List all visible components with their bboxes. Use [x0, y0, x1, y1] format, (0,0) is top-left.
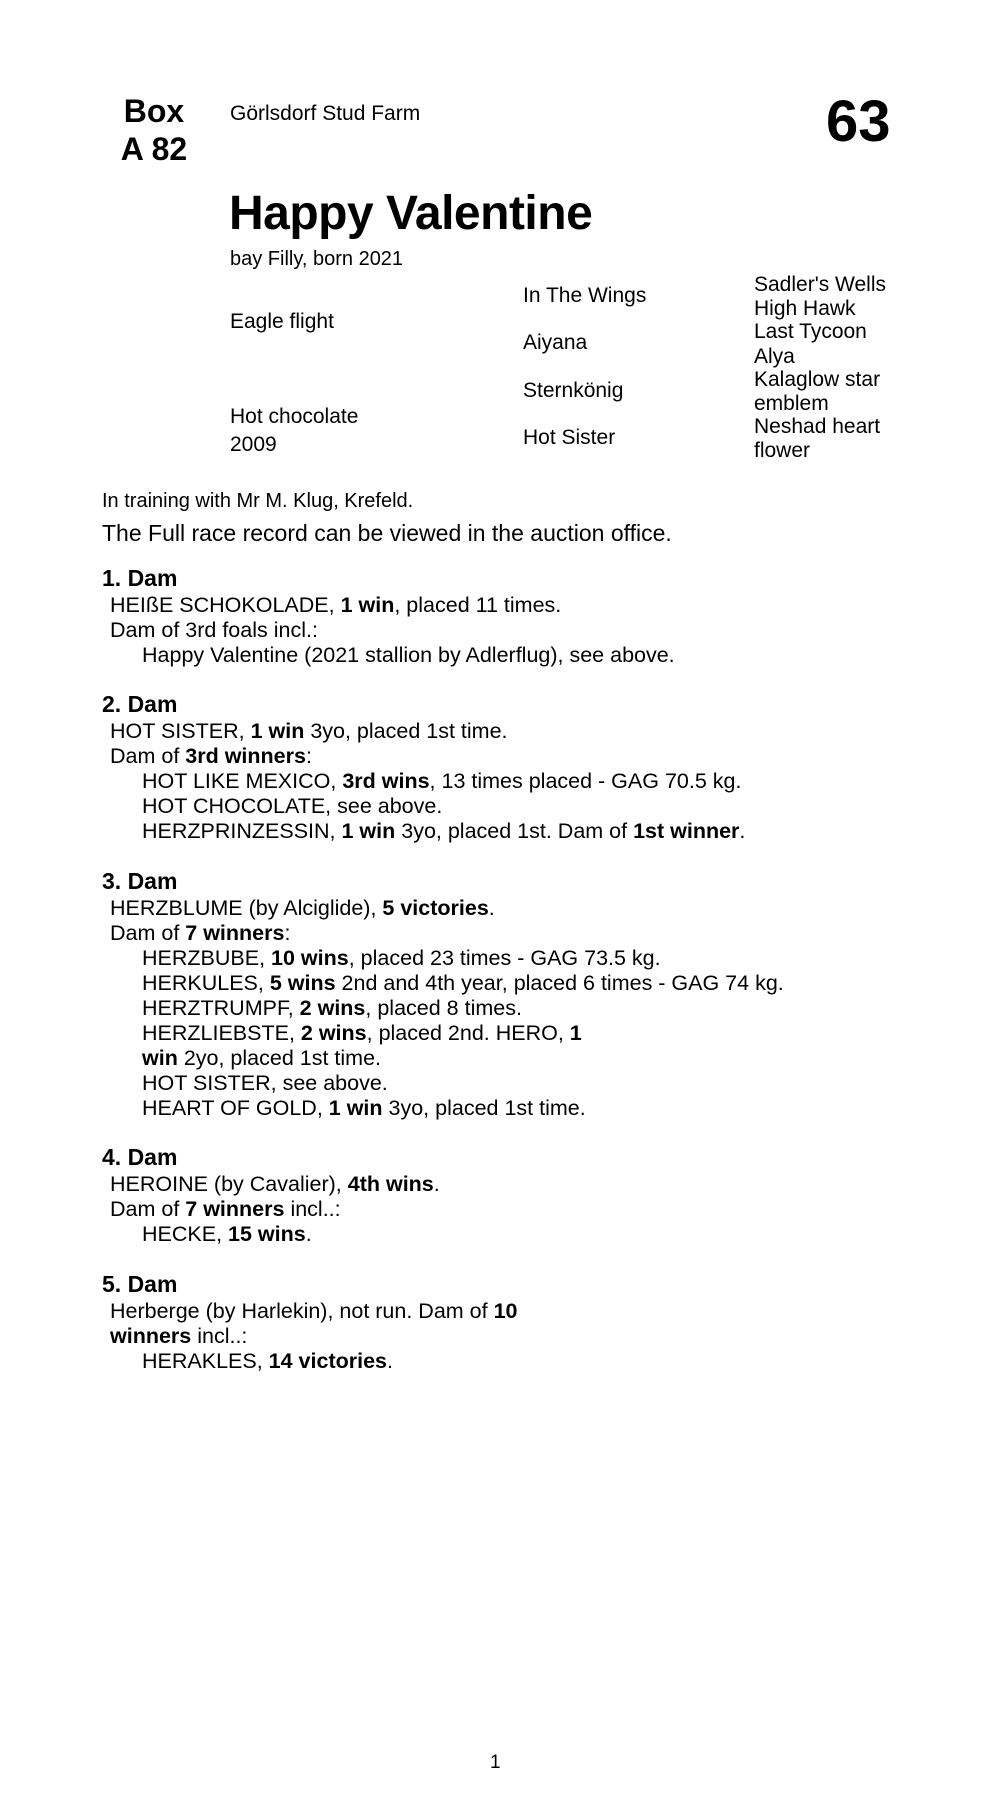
pedigree-dam-dam: Hot Sister [523, 426, 616, 449]
pedigree-gg-7: Neshad heart [754, 415, 881, 438]
dam-section-1 [102, 566, 675, 668]
pedigree-sire-dam: Aiyana [523, 331, 588, 354]
dam-line: winners incl..: [110, 1324, 248, 1348]
pedigree-sire-sire: In The Wings [523, 284, 647, 307]
full-record-note: The Full race record can be viewed in the auction office. [102, 520, 672, 546]
pedigree-dam-year: 2009 [230, 433, 277, 456]
dam-line: HERZPRINZESSIN, 1 win 3yo, placed 1st. Dam of 1st winner. [142, 819, 746, 843]
pedigree-gg-4: Alya [754, 345, 795, 368]
pedigree-dam-sire: Sternkönig [523, 379, 624, 402]
dam-line: Dam of 7 winners: [110, 921, 291, 945]
pedigree-gg-6: emblem [754, 392, 829, 415]
dam-section-3 [102, 869, 784, 1121]
dam-line: HOT LIKE MEXICO, 3rd wins, 13 times placed - GAG 70.5 kg. [142, 769, 742, 793]
dam-line: win 2yo, placed 1st time. [142, 1046, 382, 1070]
training-note: In training with Mr M. Klug, Krefeld. [102, 490, 414, 512]
horse-name: Happy Valentine [229, 187, 593, 240]
dam-line: HERZLIEBSTE, 2 wins, placed 2nd. HERO, 1 [142, 1021, 582, 1045]
box-label [102, 92, 206, 168]
dam-line: HEROINE (by Cavalier), 4th wins. [110, 1172, 440, 1196]
dam-line: HECKE, 15 wins. [142, 1222, 312, 1246]
dam-line: Dam of 3rd foals incl.: [110, 618, 318, 642]
pedigree-gg-8: flower [754, 439, 811, 462]
lot-number: 63 [826, 89, 891, 154]
dam-line: HERZBLUME (by Alciglide), 5 victories. [110, 896, 495, 920]
dam-section-4 [102, 1145, 440, 1247]
dam-line: Dam of 3rd winners: [110, 744, 312, 768]
pedigree-dam: Hot chocolate [230, 405, 359, 428]
dam-line: Herberge (by Harlekin), not run. Dam of 10 [110, 1299, 518, 1323]
dam-line: HOT CHOCOLATE, see above. [142, 794, 443, 818]
farm-name: Görlsdorf Stud Farm [230, 102, 421, 125]
dam-line: HERZTRUMPF, 2 wins, placed 8 times. [142, 996, 522, 1020]
dam-line: HEIßE SCHOKOLADE, 1 win, placed 11 times. [110, 593, 562, 617]
dam-section-5 [102, 1272, 518, 1374]
box-title: Box [123, 93, 185, 129]
dam-heading: 3. Dam [102, 868, 178, 894]
horse-description: bay Filly, born 2021 [230, 248, 404, 270]
dam-line: Dam of 7 winners incl..: [110, 1197, 341, 1221]
dam-line: HERZBUBE, 10 wins, placed 23 times - GAG 73.5 kg. [142, 946, 661, 970]
pedigree-sire: Eagle flight [230, 310, 334, 333]
dam-line: HOT SISTER, 1 win 3yo, placed 1st time. [110, 719, 508, 743]
box-number: A 82 [120, 131, 188, 167]
dam-line: HOT SISTER, see above. [142, 1071, 388, 1095]
dam-heading: 5. Dam [102, 1271, 178, 1297]
dam-line: HERKULES, 5 wins 2nd and 4th year, placed 6 times - GAG 74 kg. [142, 971, 784, 995]
dam-line: HEART OF GOLD, 1 win 3yo, placed 1st time. [142, 1096, 586, 1120]
pedigree-gg-5: Kalaglow star [754, 368, 881, 391]
dam-line: Happy Valentine (2021 stallion by Adlerflug), see above. [142, 643, 675, 667]
dam-section-2 [102, 692, 745, 844]
pedigree-gg-2: High Hawk [754, 297, 856, 320]
pedigree-gg-3: Last Tycoon [754, 320, 867, 343]
dam-heading: 4. Dam [102, 1144, 178, 1170]
pedigree-gg-1: Sadler's Wells [754, 273, 886, 296]
dam-heading: 1. Dam [102, 565, 178, 591]
dam-line: HERAKLES, 14 victories. [142, 1349, 393, 1373]
dam-heading: 2. Dam [102, 691, 178, 717]
page-number: 1 [490, 1752, 501, 1773]
